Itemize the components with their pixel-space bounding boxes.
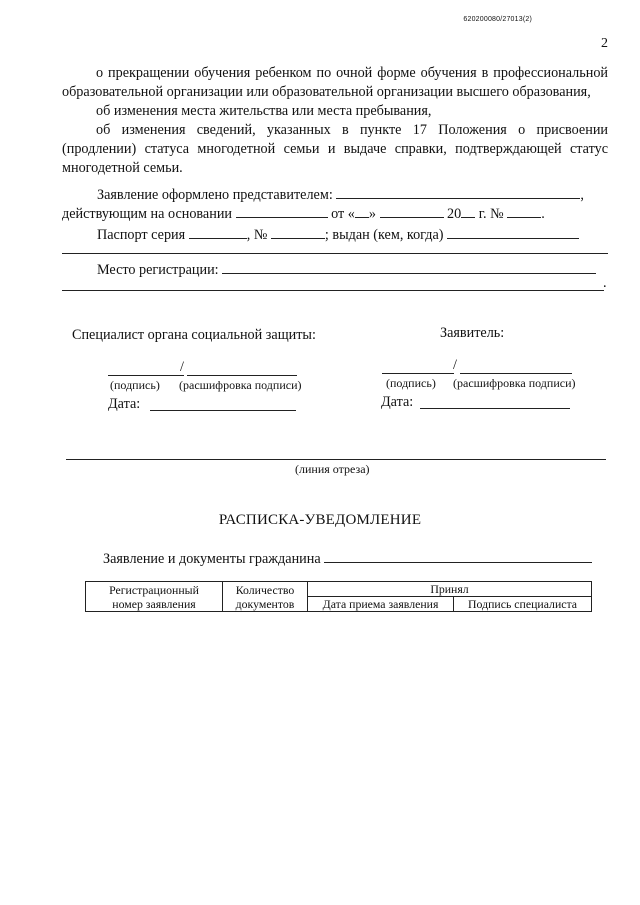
passport-number-label: , № xyxy=(246,227,268,243)
applicant-decoding-caption: (расшифровка подписи) xyxy=(453,376,576,390)
applicant-title: Заявитель: xyxy=(440,325,505,341)
applicant-decoding-line[interactable] xyxy=(460,373,572,374)
passport-series-field[interactable] xyxy=(189,224,247,239)
applicant-signature-caption: (подпись) xyxy=(386,376,436,390)
table-header-accepted: Принял xyxy=(308,582,592,597)
specialist-decoding-caption: (расшифровка подписи) xyxy=(179,378,302,392)
basis-year-prefix: 20 xyxy=(447,206,462,222)
passport-row xyxy=(97,224,579,244)
passport-issued-field[interactable] xyxy=(447,224,579,239)
table-header-reg-number xyxy=(86,582,223,612)
representative-row xyxy=(97,184,584,204)
table-header-date: Дата приема заявления xyxy=(308,597,454,612)
registration-table xyxy=(85,581,592,612)
basis-year-suffix: г. № xyxy=(478,206,504,222)
specialist-decoding-line[interactable] xyxy=(187,375,297,376)
basis-end-dot: . xyxy=(541,206,545,222)
paragraph-termination: о прекращении обучения ребенком по очной форме обучения в профессиональной образовательной организации или образовательной организации высшего образования, xyxy=(62,65,608,100)
passport-continuation-line[interactable] xyxy=(62,253,608,254)
table-header-reg-number-line1: Регистрационный xyxy=(109,582,199,597)
basis-day-field[interactable] xyxy=(355,203,369,218)
cut-line-label: (линия отреза) xyxy=(295,462,370,476)
passport-issued-label: ; выдан (кем, когда) xyxy=(324,227,444,243)
basis-quote-close: » xyxy=(368,206,376,222)
document-code: 620200080/27013(2) xyxy=(463,16,532,23)
table-header-signature: Подпись специалиста xyxy=(454,597,592,612)
basis-row xyxy=(62,203,545,223)
table-header-doc-count xyxy=(223,582,308,612)
receipt-statement-label: Заявление и документы гражданина xyxy=(103,551,321,567)
page-number: 2 xyxy=(601,36,608,51)
applicant-signature-line[interactable] xyxy=(382,373,454,374)
receipt-statement-row xyxy=(103,548,592,568)
basis-label: действующим на основании xyxy=(62,206,233,222)
basis-from-label: от « xyxy=(331,206,355,222)
basis-year-field[interactable] xyxy=(461,203,475,218)
paragraph-residence: об изменения места жительства или места пребывания, xyxy=(96,103,432,119)
applicant-date-field[interactable] xyxy=(420,408,570,409)
passport-number-field[interactable] xyxy=(271,224,325,239)
receipt-title: РАСПИСКА-УВЕДОМЛЕНИЕ xyxy=(218,512,422,528)
paragraph-info-change: об изменения сведений, указанных в пункте 17 Положения о присвоении (продлении) статуса многодетной семьи и выдаче справки, подтверждающей статус многодетной семьи. xyxy=(62,122,608,176)
specialist-signature-caption: (подпись) xyxy=(110,378,160,392)
registration-continuation-line[interactable] xyxy=(62,290,604,291)
passport-series-label: Паспорт серия xyxy=(97,227,186,243)
registration-label: Место регистрации: xyxy=(97,262,219,278)
specialist-signature-line[interactable] xyxy=(108,375,184,376)
specialist-date-field[interactable] xyxy=(150,410,296,411)
representative-end-mark: , xyxy=(580,187,584,203)
basis-month-field[interactable] xyxy=(380,203,444,218)
registration-end-mark: . xyxy=(603,275,607,291)
specialist-date-label: Дата: xyxy=(108,396,141,412)
representative-label: Заявление оформлено представителем: xyxy=(97,187,333,203)
table-header-doc-count-line1: Количество xyxy=(235,582,295,597)
registration-row xyxy=(97,259,596,279)
applicant-date-label: Дата: xyxy=(381,394,414,410)
citizen-name-field[interactable] xyxy=(324,548,592,563)
table-header-doc-count-line2: документов xyxy=(235,596,295,611)
basis-field[interactable] xyxy=(236,203,328,218)
specialist-title: Специалист органа социальной защиты: xyxy=(72,327,316,343)
representative-name-field[interactable] xyxy=(336,184,580,199)
registration-field[interactable] xyxy=(222,259,596,274)
applicant-slash: / xyxy=(453,357,457,373)
specialist-slash: / xyxy=(180,359,184,375)
body-paragraphs xyxy=(62,64,608,178)
basis-number-field[interactable] xyxy=(507,203,541,218)
table-header-reg-number-line2: номер заявления xyxy=(112,596,196,611)
cut-line xyxy=(66,459,606,460)
